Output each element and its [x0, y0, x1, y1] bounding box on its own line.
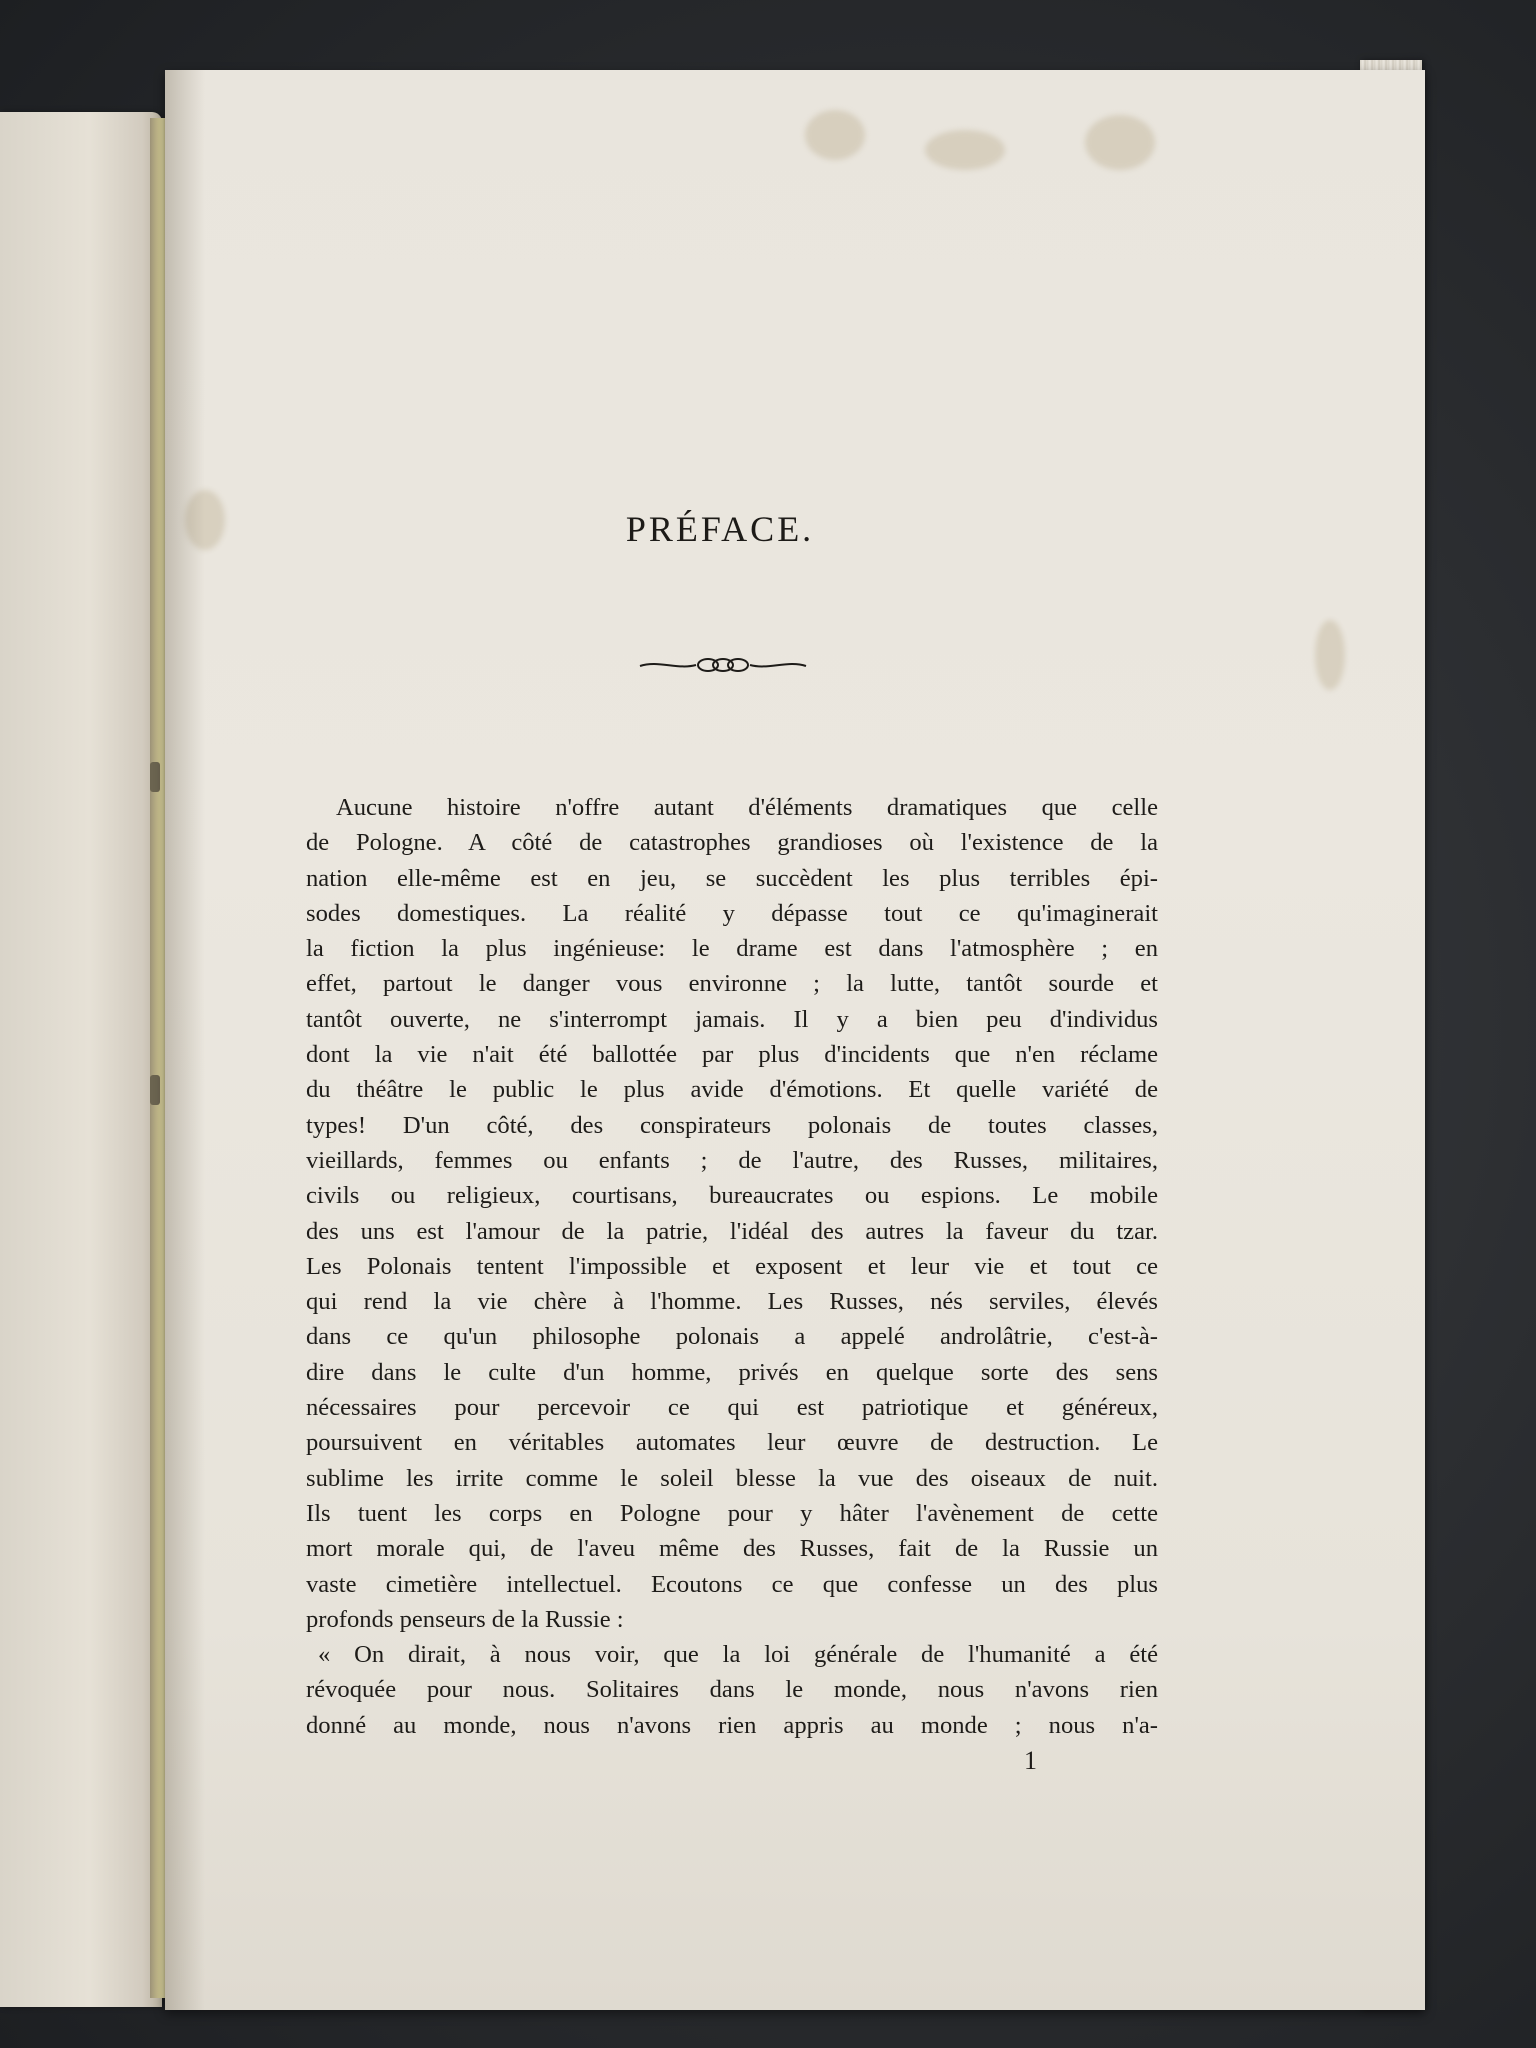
foxing-stain	[1085, 115, 1155, 170]
foxing-stain	[925, 130, 1005, 170]
text-line: nation elle-même est en jeu, se succèdent les plus terribles épi-	[306, 864, 1158, 892]
text-line: effet, partout le danger vous environne ; la lutte, tantôt sourde et	[306, 970, 1158, 998]
text-line: sodes domestiques. La réalité y dépasse tout ce qu'imaginerait	[306, 899, 1158, 927]
gutter-shadow	[165, 70, 205, 2010]
facing-page-left	[0, 112, 162, 2007]
text-line: Ils tuent les corps en Pologne pour y hâter l'avènement de cette	[306, 1499, 1158, 1527]
text-line: de Pologne. A côté de catastrophes grandioses où l'existence de la	[306, 829, 1158, 857]
text-line: nécessaires pour percevoir ce qui est patriotique et généreux,	[306, 1394, 1158, 1422]
text-line: donné au monde, nous n'avons rien appris au monde ; nous n'a-	[306, 1711, 1158, 1739]
text-line: profonds penseurs de la Russie :	[306, 1605, 624, 1633]
text-line: tantôt ouverte, ne s'interrompt jamais. Il y a bien peu d'individus	[306, 1005, 1158, 1033]
binding-thread	[150, 762, 160, 792]
text-line: dans ce qu'un philosophe polonais a appelé androlâtrie, c'est-à-	[306, 1323, 1158, 1351]
text-line: sublime les irrite comme le soleil blesse la vue des oiseaux de nuit.	[306, 1464, 1158, 1492]
text-line: mort morale qui, de l'aveu même des Russes, fait de la Russie un	[306, 1535, 1158, 1563]
ornament-divider	[638, 650, 808, 680]
text-line: poursuivent en véritables automates leur œuvre de destruction. Le	[306, 1429, 1158, 1457]
text-line: types! D'un côté, des conspirateurs polonais de toutes classes,	[306, 1111, 1158, 1139]
text-line: Les Polonais tentent l'impossible et exposent et leur vie et tout ce	[306, 1252, 1158, 1280]
text-line: dire dans le culte d'un homme, privés en quelque sorte des sens	[306, 1358, 1158, 1386]
text-line: vieillards, femmes ou enfants ; de l'autre, des Russes, militaires,	[306, 1146, 1158, 1174]
text-line: qui rend la vie chère à l'homme. Les Russes, nés serviles, élevés	[306, 1288, 1158, 1316]
binding-thread	[150, 1075, 160, 1105]
text-line: « On dirait, à nous voir, que la loi générale de l'humanité a été	[318, 1641, 1158, 1669]
text-line: révoquée pour nous. Solitaires dans le monde, nous n'avons rien	[306, 1676, 1158, 1704]
page-title: PRÉFACE.	[625, 509, 815, 549]
text-line: vaste cimetière intellectuel. Ecoutons ce que confesse un des plus	[306, 1570, 1158, 1598]
text-line: Aucune histoire n'offre autant d'éléments dramatiques que celle	[336, 794, 1158, 821]
foxing-stain	[1315, 620, 1345, 690]
text-line: la fiction la plus ingénieuse: le drame est dans l'atmosphère ; en	[306, 935, 1158, 963]
page-number: 1	[1024, 1746, 1037, 1775]
foxing-stain	[805, 110, 865, 160]
text-line: des uns est l'amour de la patrie, l'idéal des autres la faveur du tzar.	[306, 1217, 1158, 1245]
text-line: civils ou religieux, courtisans, bureaucrates ou espions. Le mobile	[306, 1182, 1158, 1210]
text-line: dont la vie n'ait été ballottée par plus d'incidents que n'en réclame	[306, 1041, 1158, 1069]
preface-body	[306, 790, 1158, 1743]
text-line: du théâtre le public le plus avide d'émotions. Et quelle variété de	[306, 1076, 1158, 1104]
